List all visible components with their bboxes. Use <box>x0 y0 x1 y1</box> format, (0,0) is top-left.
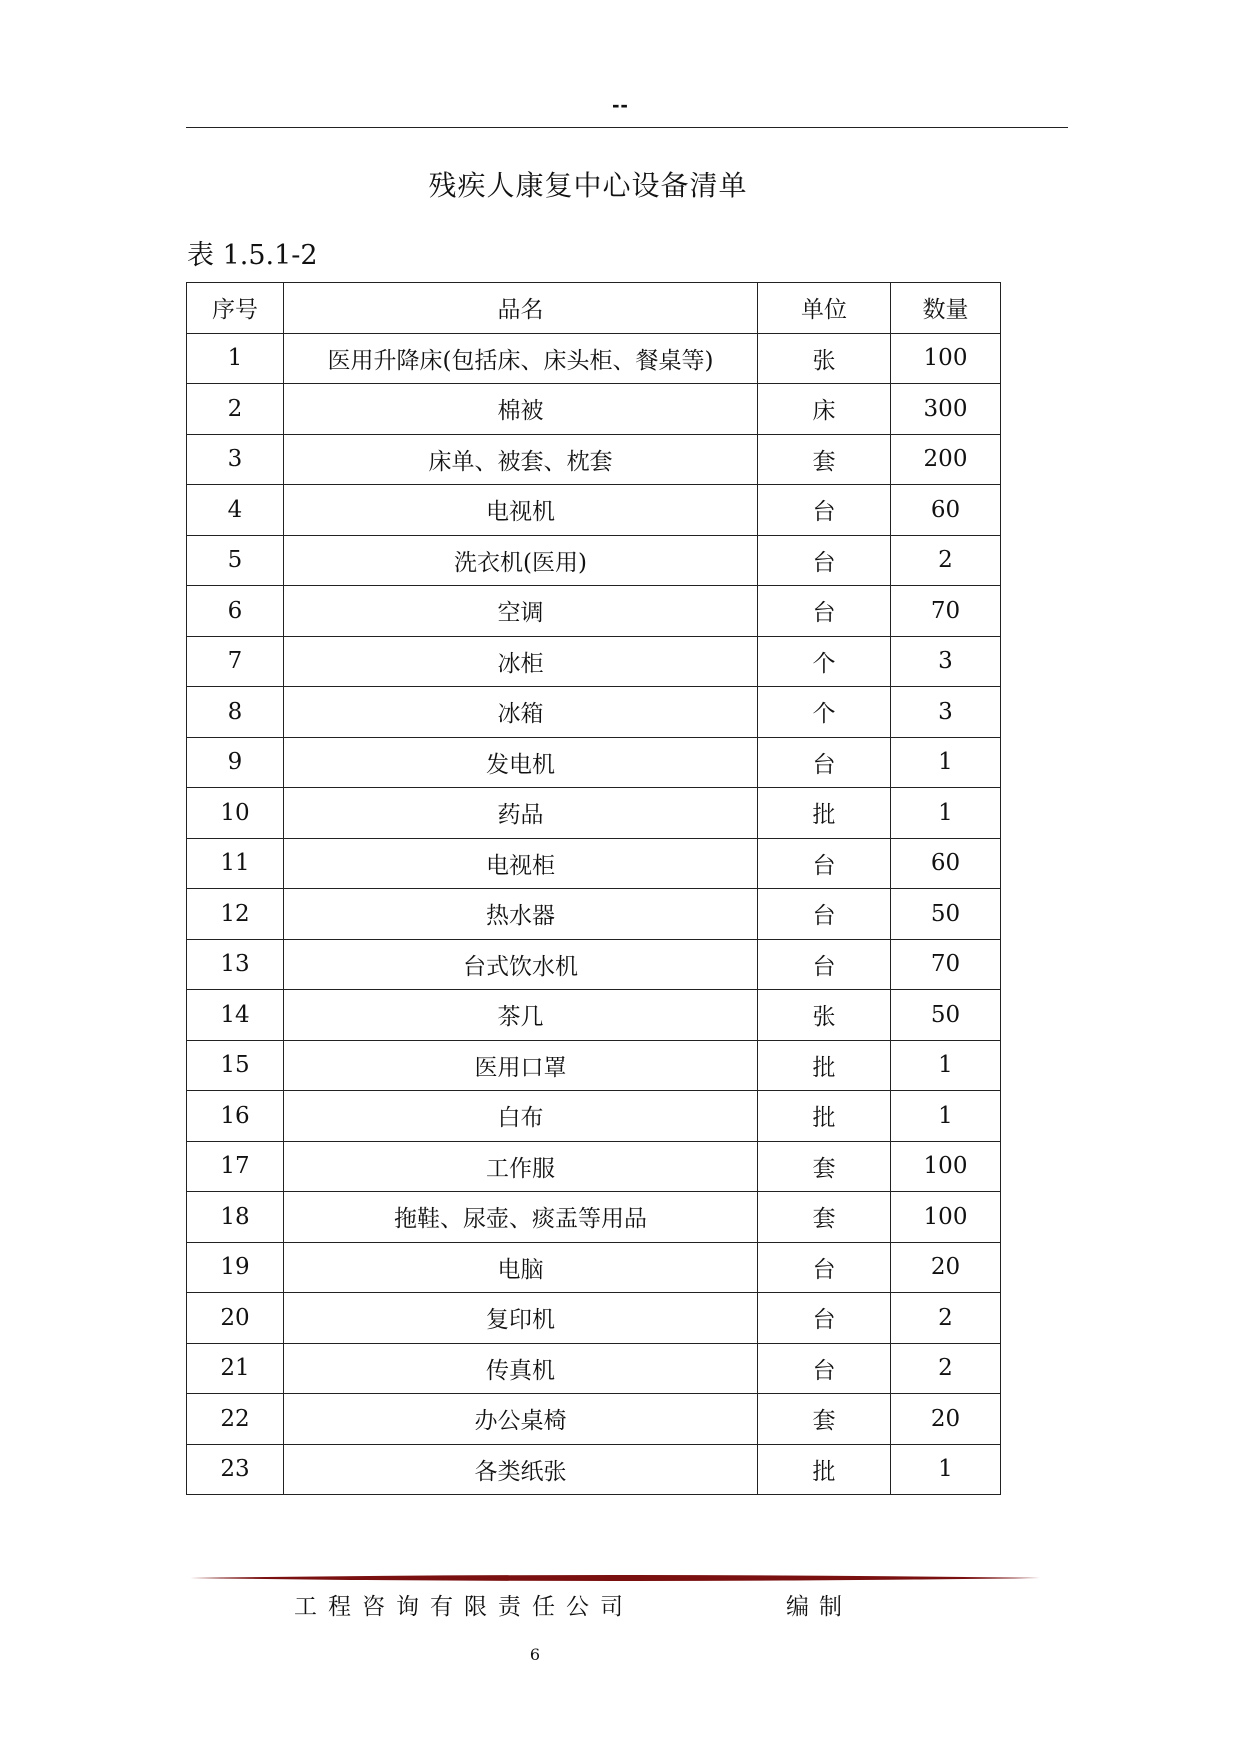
row-index-cell: 16 <box>187 1091 284 1142</box>
row-index-cell: 22 <box>187 1394 284 1445</box>
row-index-cell: 6 <box>187 586 284 637</box>
item-name-cell: 洗衣机(医用) <box>284 535 758 586</box>
quantity-cell: 50 <box>891 990 1001 1041</box>
unit-cell: 批 <box>758 1040 891 1091</box>
unit-cell: 套 <box>758 1192 891 1243</box>
quantity-cell: 2 <box>891 1293 1001 1344</box>
quantity-cell: 2 <box>891 1343 1001 1394</box>
table-row <box>187 636 1001 687</box>
header-rule <box>186 127 1068 128</box>
row-index-cell: 23 <box>187 1444 284 1495</box>
unit-cell: 张 <box>758 333 891 384</box>
table-row <box>187 1141 1001 1192</box>
table-row <box>187 1091 1001 1142</box>
table-row <box>187 1343 1001 1394</box>
unit-cell: 套 <box>758 1141 891 1192</box>
row-index-cell: 5 <box>187 535 284 586</box>
table-row <box>187 990 1001 1041</box>
unit-cell: 套 <box>758 434 891 485</box>
table-row <box>187 737 1001 788</box>
row-index-cell: 1 <box>187 333 284 384</box>
quantity-cell: 300 <box>891 384 1001 435</box>
table-row <box>187 535 1001 586</box>
table-row <box>187 687 1001 738</box>
item-name-cell: 各类纸张 <box>284 1444 758 1495</box>
quantity-cell: 60 <box>891 838 1001 889</box>
quantity-cell: 3 <box>891 636 1001 687</box>
row-index-cell: 21 <box>187 1343 284 1394</box>
item-name-cell: 冰箱 <box>284 687 758 738</box>
table-row <box>187 1242 1001 1293</box>
row-index-cell: 7 <box>187 636 284 687</box>
footer-made-by: 编制 <box>786 1594 852 1620</box>
quantity-cell: 1 <box>891 1444 1001 1495</box>
unit-cell: 批 <box>758 788 891 839</box>
quantity-cell: 1 <box>891 1091 1001 1142</box>
table-row <box>187 485 1001 536</box>
item-name-cell: 电脑 <box>284 1242 758 1293</box>
unit-cell: 张 <box>758 990 891 1041</box>
unit-cell: 台 <box>758 586 891 637</box>
quantity-cell: 1 <box>891 737 1001 788</box>
quantity-cell: 50 <box>891 889 1001 940</box>
quantity-cell: 20 <box>891 1394 1001 1445</box>
unit-cell: 台 <box>758 838 891 889</box>
table-row <box>187 939 1001 990</box>
quantity-cell: 70 <box>891 586 1001 637</box>
unit-cell: 台 <box>758 1293 891 1344</box>
table-row <box>187 333 1001 384</box>
footer-company-name: 工程咨询有限责任公司 <box>294 1594 634 1620</box>
row-index-cell: 2 <box>187 384 284 435</box>
quantity-cell: 20 <box>891 1242 1001 1293</box>
row-index-cell: 18 <box>187 1192 284 1243</box>
quantity-cell: 1 <box>891 1040 1001 1091</box>
table-row <box>187 384 1001 435</box>
unit-cell: 台 <box>758 1242 891 1293</box>
table-row <box>187 889 1001 940</box>
item-name-cell: 复印机 <box>284 1293 758 1344</box>
row-index-cell: 17 <box>187 1141 284 1192</box>
item-name-cell: 白布 <box>284 1091 758 1142</box>
quantity-cell: 2 <box>891 535 1001 586</box>
item-name-cell: 医用升降床(包括床、床头柜、餐桌等) <box>284 333 758 384</box>
unit-cell: 台 <box>758 535 891 586</box>
unit-cell: 台 <box>758 889 891 940</box>
item-name-cell: 冰柜 <box>284 636 758 687</box>
table-row <box>187 838 1001 889</box>
header-mark: -- <box>612 92 629 117</box>
row-index-cell: 15 <box>187 1040 284 1091</box>
table-row <box>187 586 1001 637</box>
item-name-cell: 医用口罩 <box>284 1040 758 1091</box>
table-caption: 表 1.5.1-2 <box>187 240 318 271</box>
table-row <box>187 1293 1001 1344</box>
document-title: 残疾人康复中心设备清单 <box>428 169 748 202</box>
table-header-row <box>187 283 1001 334</box>
item-name-cell: 茶几 <box>284 990 758 1041</box>
column-header-unit: 单位 <box>758 283 891 334</box>
table-row <box>187 1394 1001 1445</box>
table-row <box>187 1192 1001 1243</box>
item-name-cell: 空调 <box>284 586 758 637</box>
column-header-quantity: 数量 <box>891 283 1001 334</box>
row-index-cell: 13 <box>187 939 284 990</box>
item-name-cell: 电视机 <box>284 485 758 536</box>
table-row <box>187 1444 1001 1495</box>
unit-cell: 台 <box>758 1343 891 1394</box>
unit-cell: 批 <box>758 1444 891 1495</box>
item-name-cell: 办公桌椅 <box>284 1394 758 1445</box>
row-index-cell: 11 <box>187 838 284 889</box>
footer-rule <box>190 1573 1040 1583</box>
row-index-cell: 14 <box>187 990 284 1041</box>
quantity-cell: 1 <box>891 788 1001 839</box>
item-name-cell: 电视柜 <box>284 838 758 889</box>
item-name-cell: 棉被 <box>284 384 758 435</box>
item-name-cell: 药品 <box>284 788 758 839</box>
table-row <box>187 434 1001 485</box>
row-index-cell: 3 <box>187 434 284 485</box>
unit-cell: 个 <box>758 636 891 687</box>
quantity-cell: 70 <box>891 939 1001 990</box>
row-index-cell: 8 <box>187 687 284 738</box>
item-name-cell: 工作服 <box>284 1141 758 1192</box>
row-index-cell: 19 <box>187 1242 284 1293</box>
equipment-table <box>186 282 1001 1495</box>
item-name-cell: 台式饮水机 <box>284 939 758 990</box>
table-row <box>187 788 1001 839</box>
unit-cell: 套 <box>758 1394 891 1445</box>
unit-cell: 床 <box>758 384 891 435</box>
unit-cell: 个 <box>758 687 891 738</box>
quantity-cell: 60 <box>891 485 1001 536</box>
item-name-cell: 床单、被套、枕套 <box>284 434 758 485</box>
table-row <box>187 1040 1001 1091</box>
row-index-cell: 20 <box>187 1293 284 1344</box>
item-name-cell: 热水器 <box>284 889 758 940</box>
row-index-cell: 12 <box>187 889 284 940</box>
item-name-cell: 传真机 <box>284 1343 758 1394</box>
quantity-cell: 100 <box>891 1141 1001 1192</box>
row-index-cell: 4 <box>187 485 284 536</box>
column-header-index: 序号 <box>187 283 284 334</box>
row-index-cell: 10 <box>187 788 284 839</box>
unit-cell: 台 <box>758 485 891 536</box>
item-name-cell: 拖鞋、尿壶、痰盂等用品 <box>284 1192 758 1243</box>
unit-cell: 台 <box>758 737 891 788</box>
item-name-cell: 发电机 <box>284 737 758 788</box>
unit-cell: 批 <box>758 1091 891 1142</box>
row-index-cell: 9 <box>187 737 284 788</box>
quantity-cell: 200 <box>891 434 1001 485</box>
quantity-cell: 100 <box>891 333 1001 384</box>
page-number: 6 <box>529 1645 541 1664</box>
quantity-cell: 3 <box>891 687 1001 738</box>
quantity-cell: 100 <box>891 1192 1001 1243</box>
column-header-item: 品名 <box>284 283 758 334</box>
unit-cell: 台 <box>758 939 891 990</box>
